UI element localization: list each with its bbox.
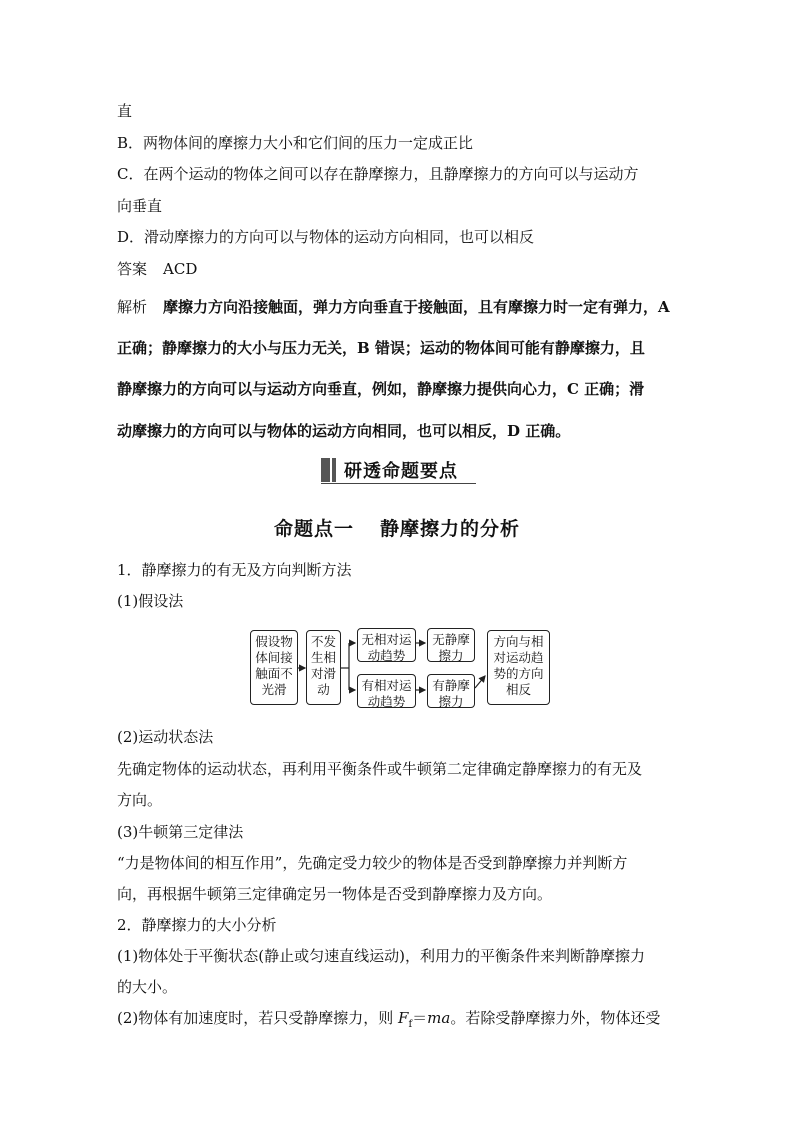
point1-title: 1．静摩擦力的有无及方向判断方法 (117, 561, 352, 579)
heading-right: 静摩擦力的分析 (380, 518, 521, 540)
box-has-static-friction: 有静摩 擦力 (427, 674, 475, 708)
banner-underline (321, 483, 476, 484)
answer-value: ACD (163, 260, 198, 278)
box-assume: 假设物 体间接 触面不 光滑 (250, 630, 298, 705)
point2-title: 2．静摩擦力的大小分析 (117, 916, 277, 934)
section-banner (321, 456, 476, 484)
flow-diagram (248, 628, 552, 708)
box-no-tendency: 无相对运 动趋势 (357, 628, 416, 662)
analysis-text-1: 摩擦力方向沿接触面，弹力方向垂直于接触面，且有摩擦力时一定有弹力，A (163, 298, 670, 316)
option-c-line1: C．在两个运动的物体之间可以存在静摩擦力，且静摩擦力的方向可以与运动方 (117, 165, 639, 183)
question-line-end: 直 (117, 102, 133, 120)
analysis-line3: 静摩擦力的方向可以与运动方向垂直，例如，静摩擦力提供向心力，C 正确；滑 (117, 380, 645, 398)
heading-left: 命题点一 (273, 518, 354, 540)
box-has-tendency: 有相对运 动趋势 (357, 674, 416, 708)
analysis-line4: 动摩擦力的方向可以与物体的运动方向相同，也可以相反，D 正确。 (117, 422, 571, 440)
topic-heading (0, 514, 794, 541)
answer-line (117, 259, 197, 279)
size1-text-2: 的大小。 (117, 978, 178, 996)
method3-title: (3)牛顿第三定律法 (117, 823, 244, 841)
method2-title: (2)运动状态法 (117, 728, 214, 746)
banner-bar-icon (321, 458, 330, 482)
analysis-line1 (117, 297, 670, 317)
section-banner-title: 研透命题要点 (344, 461, 458, 482)
analysis-line2: 正确；静摩擦力的大小与压力无关，B 错误；运动的物体间可能有静摩擦力，且 (117, 339, 645, 357)
box-direction: 方向与相 对运动趋 势的方向 相反 (487, 630, 550, 705)
answer-label: 答案 (117, 260, 148, 278)
size1-text-1: (1)物体处于平衡状态(静止或匀速直线运动)，利用力的平衡条件来判断静摩擦力 (117, 947, 645, 965)
size2-text: (2)物体有加速度时，若只受静摩擦力，则 $F_f=ma$。若除受静摩擦力外，物体还受 (117, 1009, 661, 1030)
method2-text-1: 先确定物体的运动状态，再利用平衡条件或牛顿第二定律确定静摩擦力的有无及 (117, 760, 643, 778)
formula-F: F (398, 1009, 409, 1027)
option-c-line2: 向垂直 (117, 197, 163, 215)
method3-text-2: 向，再根据牛顿第三定律确定另一物体是否受到静摩擦力及方向。 (117, 885, 553, 903)
method3-text-1: “力是物体间的相互作用”，先确定受力较少的物体是否受到静摩擦力并判断方 (117, 854, 628, 872)
formula-ma: ma (427, 1009, 451, 1027)
banner-bar-thin-icon (332, 458, 336, 482)
analysis-label: 解析 (117, 298, 148, 316)
box-no-static-friction: 无静摩 擦力 (427, 628, 475, 662)
option-b: B．两物体间的摩擦力大小和它们间的压力一定成正比 (117, 134, 474, 152)
box-no-slide: 不发 生相 对滑 动 (306, 630, 341, 705)
formula-sub: f (408, 1019, 413, 1030)
option-d: D．滑动摩擦力的方向可以与物体的运动方向相同，也可以相反 (117, 228, 535, 246)
method2-text-2: 方向。 (117, 791, 163, 809)
method1-title: (1)假设法 (117, 592, 184, 610)
